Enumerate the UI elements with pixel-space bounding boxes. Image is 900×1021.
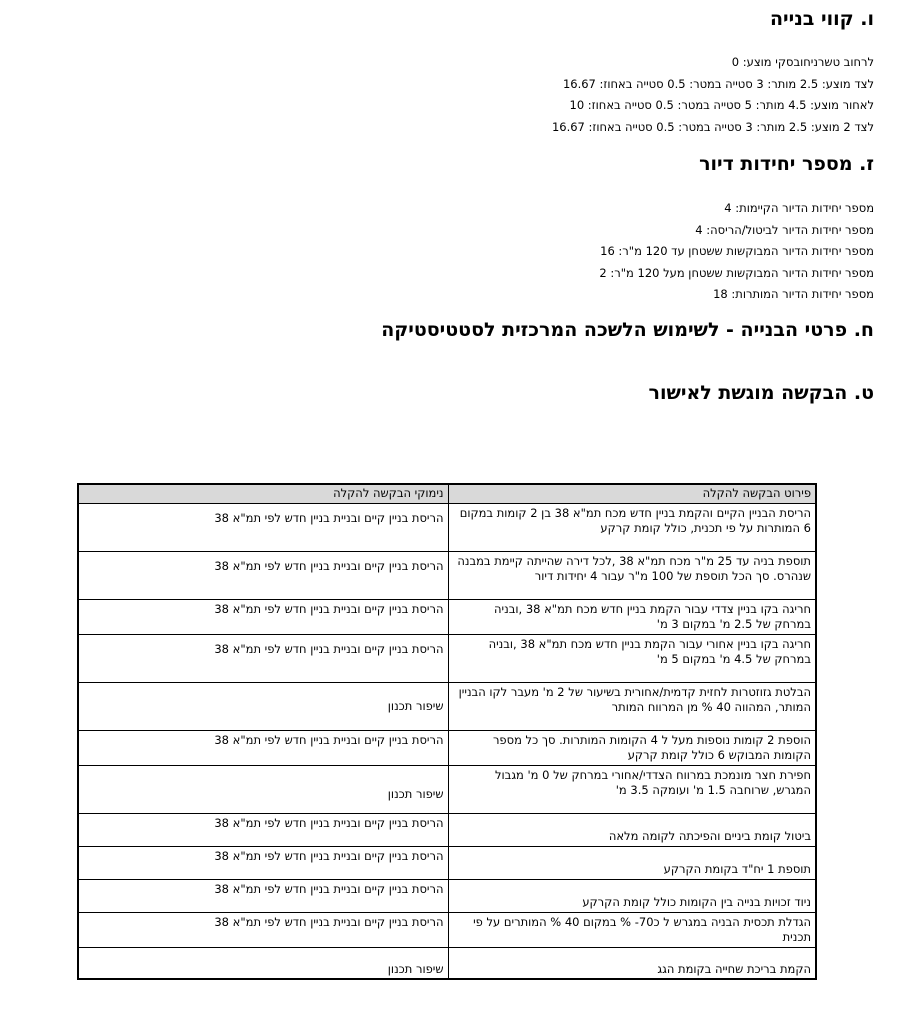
units-demolished-line: מספר יחידות הדיור לביטול/הריסה: 4: [695, 222, 874, 237]
row-detail: ביטול קומת ביניים והפיכתה לקומה מלאה: [448, 813, 816, 846]
units-large-line: מספר יחידות הדיור המבוקשות ששטחן מעל 120 מ"ר: 2: [599, 265, 874, 280]
row-reason: הריסת בניין קיים ובניית בניין חדש לפי תמ"א 38: [78, 730, 448, 765]
units-existing-line: מספר יחידות הדיור הקיימות: 4: [724, 201, 874, 215]
section-z: [699, 151, 874, 177]
table-row: [78, 947, 816, 979]
row-reason: הריסת בניין קיים ובניית בניין חדש לפי תמ"א 38: [78, 503, 448, 551]
section-h: [381, 317, 874, 343]
relief-table-wrapper: [77, 483, 815, 980]
table-row: [78, 846, 816, 879]
units-small-line: מספר יחידות הדיור המבוקשות ששטחן עד 120 מ"ר: 16: [600, 244, 874, 258]
setback-rear-line: לאחור מוצע: 4.5 מותר: 5 סטייה במטר: 0.5 סטייה באחוז: 10: [569, 98, 874, 112]
table-row: [78, 765, 816, 813]
row-detail: ניוד זכויות בנייה בין הקומות כולל קומת הקרקע: [448, 879, 816, 912]
section-z-title: ז. מספר יחידות דיור: [699, 153, 874, 175]
row-detail: הגדלת תכסית הבניה במגרש ל כ70- % במקום 40 % המותרים על פי תכנית: [448, 912, 816, 947]
header-reason: נימוקי הבקשה להקלה: [78, 484, 448, 503]
relief-table: [77, 483, 817, 980]
setback-street-line: לרחוב טשרניחובסקי מוצע: 0: [731, 55, 874, 69]
row-reason: הריסת בניין קיים ובניית בניין חדש לפי תמ"א 38: [78, 846, 448, 879]
table-header-row: [78, 484, 816, 503]
row-detail: תוספת בניה עד 25 מ"ר מכח תמ"א 38 ,לכל דירה שהייתה קיימת במבנה שנהרס. סך הכל תוספת של 100 מ"ר עבור 4 יחידות דיור: [448, 551, 816, 599]
row-reason: שיפור תכנון: [78, 682, 448, 730]
table-row: [78, 682, 816, 730]
setback-side-line: לצד מוצע: 2.5 מותר: 3 סטייה במטר: 0.5 סטייה באחוז: 16.67: [562, 76, 874, 91]
table-row: [78, 551, 816, 599]
row-detail: הוספת 2 קומות נוספות מעל ל 4 הקומות המותרות. סך כל מספר הקומות המבוקש 6 כולל קומת קרקע: [448, 730, 816, 765]
row-reason: הריסת בניין קיים ובניית בניין חדש לפי תמ"א 38: [78, 634, 448, 682]
row-detail: חריגה בקו בניין צדדי עבור הקמת בניין חדש מכח תמ"א 38 ,ובניה במרחק של 2.5 מ' במקום 3 מ': [448, 599, 816, 634]
section-h-title: ח. פרטי הבנייה - לשימוש הלשכה המרכזית לסטטיסטיקה: [381, 319, 874, 341]
row-detail: הבלטת גזוזטרות לחזית קדמית/אחורית בשיעור של 2 מ' מעבר לקו הבניין המותר, המהווה 40 % מן המרווח המותר: [448, 682, 816, 730]
section-z-lines: [599, 198, 874, 306]
table-row: [78, 730, 816, 765]
table-row: [78, 912, 816, 947]
row-reason: הריסת בניין קיים ובניית בניין חדש לפי תמ"א 38: [78, 912, 448, 947]
section-t-title: ט. הבקשה מוגשת לאישור: [648, 382, 874, 404]
section-v-lines: [552, 52, 874, 138]
header-detail: פירוט הבקשה להקלה: [448, 484, 816, 503]
row-detail: חריגה בקו בניין אחורי עבור הקמת בניין חדש מכח תמ"א 38 ,ובניה במרחק של 4.5 מ' במקום 5 מ': [448, 634, 816, 682]
row-detail: הריסת הבניין הקיים והקמת בניין חדש מכח תמ"א 38 בן 2 קומות במקום 6 המותרות על פי תכנית, כולל קומת קרקע: [448, 503, 816, 551]
row-reason: הריסת בניין קיים ובניית בניין חדש לפי תמ"א 38: [78, 599, 448, 634]
table-row: [78, 599, 816, 634]
row-detail: חפירת חצר מונמכת במרווח הצדדי/אחורי במרחק של 0 מ' מגבול המגרש, שרוחבה 1.5 מ' ועומקה 3.5 מ': [448, 765, 816, 813]
table-row: [78, 813, 816, 846]
units-allowed-line: מספר יחידות הדיור המותרות: 18: [713, 287, 874, 301]
section-t: [649, 380, 875, 406]
section-v: [770, 6, 874, 32]
row-detail: הקמת בריכת שחייה בקומת הגג: [448, 947, 816, 979]
row-reason: שיפור תכנון: [78, 765, 448, 813]
row-reason: הריסת בניין קיים ובניית בניין חדש לפי תמ"א 38: [78, 551, 448, 599]
row-reason: שיפור תכנון: [78, 947, 448, 979]
row-detail: תוספת 1 יח"ד בקומת הקרקע: [448, 846, 816, 879]
row-reason: הריסת בניין קיים ובניית בניין חדש לפי תמ"א 38: [78, 813, 448, 846]
table-row: [78, 634, 816, 682]
row-reason: הריסת בניין קיים ובניית בניין חדש לפי תמ"א 38: [78, 879, 448, 912]
setback-side2-line: לצד 2 מוצע: 2.5 מותר: 3 סטייה במטר: 0.5 סטייה באחוז: 16.67: [551, 119, 874, 134]
table-row: [78, 503, 816, 551]
table-row: [78, 879, 816, 912]
section-v-title: ו. קווי בנייה: [769, 8, 874, 30]
